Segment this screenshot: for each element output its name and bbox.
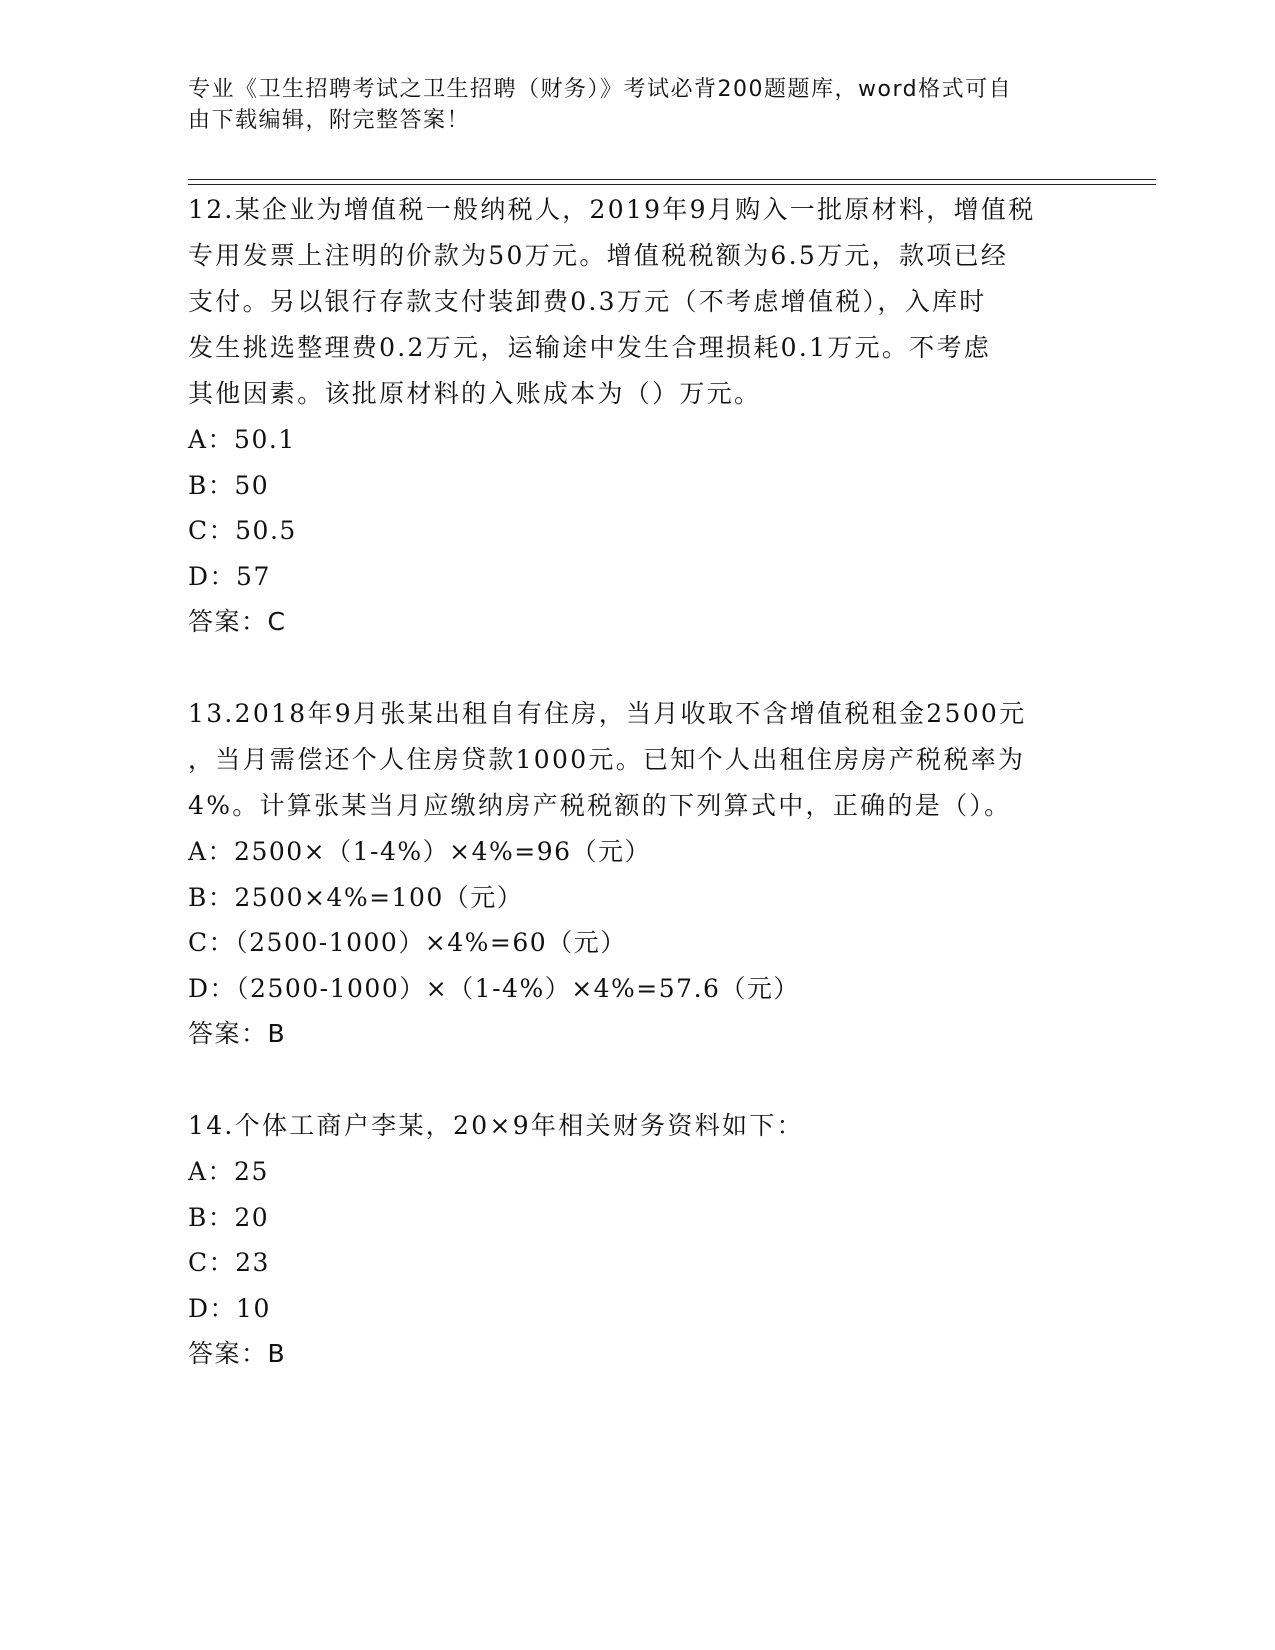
option-b: B：2500×4%=100（元） (188, 882, 524, 912)
question-stem (188, 691, 1088, 829)
stem-line: 12.某企业为增值税一般纳税人，2019年9月购入一批原材料，增值税 (188, 195, 1036, 224)
stem-line: 13.2018年9月张某出租自有住房，当月收取不含增值税租金2500元 (188, 699, 1027, 728)
stem-line: ，当月需偿还个人住房贷款1000元。已知个人出租住房房产税税率为 (188, 745, 1026, 774)
option-a: A：2500×（1-4%）×4%=96（元） (188, 837, 652, 866)
header-line-2: 由下载编辑，附完整答案！ (188, 108, 471, 133)
option-d: D：10 (188, 1293, 271, 1323)
stem-line: 4%。计算张某当月应缴纳房产税税额的下列算式中，正确的是（）。 (188, 791, 1012, 820)
question-13 (188, 691, 1088, 1057)
spacer (188, 1057, 1088, 1103)
option-c: C：（2500-1000）×4%=60（元） (188, 928, 627, 957)
option-b: B：20 (188, 1202, 270, 1232)
header-divider-bottom (188, 184, 1156, 185)
option-b: B：50 (188, 470, 270, 500)
answer-text: 答案：B (188, 1019, 287, 1048)
option-a: A：50.1 (188, 425, 296, 454)
stem-line: 其他因素。该批原材料的入账成本为（）万元。 (188, 379, 762, 408)
option-c: C：50.5 (188, 516, 297, 545)
question-14 (188, 1103, 1088, 1377)
answer-text: 答案：B (188, 1339, 287, 1368)
answer-text: 答案：C (188, 607, 287, 636)
header-divider-top (188, 179, 1156, 180)
document-header (188, 74, 1088, 136)
header-line-1: 专业《卫生招聘考试之卫生招聘（财务）》考试必背200题题库，word格式可自 (188, 77, 1013, 102)
option-d: D：57 (188, 561, 271, 591)
option-d: D：（2500-1000）×（1-4%）×4%=57.6（元） (188, 973, 800, 1003)
stem-line: 支付。另以银行存款支付装卸费0.3万元（不考虑增值税），入库时 (188, 287, 987, 316)
question-list (188, 187, 1088, 1377)
question-stem (188, 187, 1088, 417)
spacer (188, 645, 1088, 691)
option-c: C：23 (188, 1248, 270, 1277)
question-stem (188, 1103, 1088, 1149)
question-12 (188, 187, 1088, 645)
stem-line: 专用发票上注明的价款为50万元。增值税税额为6.5万元，款项已经 (188, 241, 1009, 270)
option-a: A：25 (188, 1157, 269, 1186)
stem-line: 14.个体工商户李某，20×9年相关财务资料如下： (188, 1111, 804, 1140)
stem-line: 发生挑选整理费0.2万元，运输途中发生合理损耗0.1万元。不考虑 (188, 333, 992, 362)
